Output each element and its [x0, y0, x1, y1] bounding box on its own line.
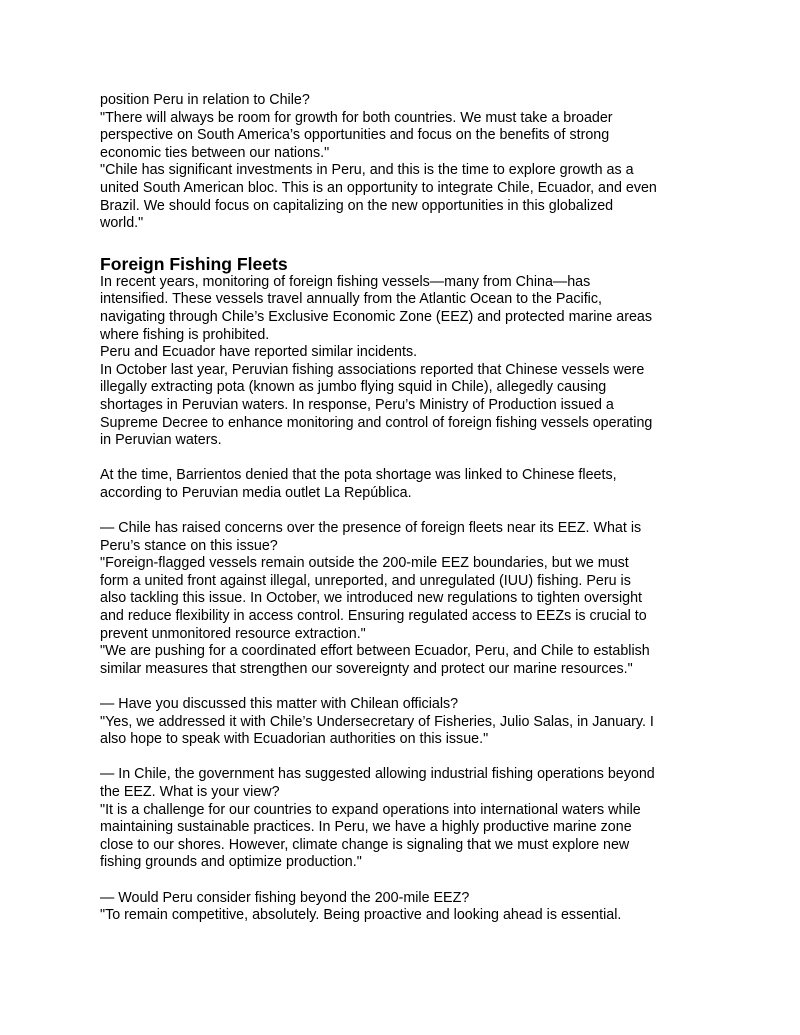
text-line: navigating through Chile’s Exclusive Economic Zone (EEZ) and protected marine areas [100, 308, 653, 325]
text-line: similar measures that strengthen our sovereignty and protect our marine resources." [100, 660, 633, 677]
text-line: according to Peruvian media outlet La República. [100, 484, 412, 501]
text-line: economic ties between our nations." [100, 144, 330, 161]
qa-beyond-eez [100, 890, 703, 925]
document-page [100, 92, 703, 925]
text-line: In October last year, Peruvian fishing associations reported that Chinese vessels were [100, 361, 645, 378]
text-line: illegally extracting pota (known as jumbo flying squid in Chile), allegedly causing [100, 379, 607, 396]
text-line: also tackling this issue. In October, we introduced new regulations to tighten oversight [100, 590, 642, 607]
text-line: — In Chile, the government has suggested allowing industrial fishing operations beyond [100, 766, 655, 783]
text-line: in Peruvian waters. [100, 432, 222, 449]
text-line: Peru’s stance on this issue? [100, 537, 278, 554]
text-line: shortages in Peruvian waters. In response, Peru’s Ministry of Production issued a [100, 396, 614, 413]
text-line: "To remain competitive, absolutely. Being proactive and looking ahead is essential. [100, 907, 622, 924]
text-line: — Have you discussed this matter with Chilean officials? [100, 696, 459, 712]
text-line: position Peru in relation to Chile? [100, 92, 310, 108]
text-line: world." [100, 215, 144, 232]
text-line: prevent unmonitored resource extraction." [100, 625, 366, 642]
text-line: united South American bloc. This is an opportunity to integrate Chile, Ecuador, and even [100, 179, 657, 196]
qa-foreign-fleets [100, 520, 703, 678]
paragraph-gap [100, 450, 703, 468]
text-line: fishing grounds and optimize production." [100, 854, 362, 871]
text-line: "Foreign-flagged vessels remain outside the 200-mile EEZ boundaries, but we must [100, 555, 629, 572]
text-line: also hope to speak with Ecuadorian authorities on this issue." [100, 731, 489, 748]
qa-industrial-fishing [100, 766, 703, 872]
section-heading: Foreign Fishing Fleets [100, 253, 288, 274]
text-line: "Chile has significant investments in Peru, and this is the time to explore growth as a [100, 162, 634, 179]
paragraph-gap [100, 749, 703, 767]
text-line: close to our shores. However, climate change is signaling that we must explore new [100, 836, 630, 853]
text-line: — Would Peru consider fishing beyond the 200-mile EEZ? [100, 889, 470, 906]
text-line: Peru and Ecuador have reported similar incidents. [100, 344, 418, 361]
text-line: In recent years, monitoring of foreign fishing vessels—many from China—has [100, 273, 591, 290]
paragraph-gap [100, 872, 703, 890]
paragraph-fleet-monitoring [100, 274, 703, 450]
text-line: form a united front against illegal, unreported, and unregulated (IUU) fishing. Peru is [100, 572, 631, 589]
text-line: "There will always be room for growth for both countries. We must take a broader [100, 109, 613, 126]
text-line: the EEZ. What is your view? [100, 783, 280, 800]
text-line: "Yes, we addressed it with Chile’s Undersecretary of Fisheries, Julio Salas, in January. I [100, 713, 654, 730]
paragraph-gap [100, 678, 703, 696]
text-line: "We are pushing for a coordinated effort between Ecuador, Peru, and Chile to establish [100, 643, 650, 660]
text-line: and reduce flexibility in access control. Ensuring regulated access to EEZs is crucial to [100, 608, 647, 625]
text-line: Supreme Decree to enhance monitoring and control of foreign fishing vessels operating [100, 414, 653, 431]
text-line: At the time, Barrientos denied that the pota shortage was linked to Chinese fleets, [100, 467, 617, 484]
text-line: where fishing is prohibited. [100, 326, 270, 343]
intro-paragraph [100, 92, 703, 233]
text-line: perspective on South America’s opportunities and focus on the benefits of strong [100, 127, 610, 144]
paragraph-gap [100, 502, 703, 520]
text-line: Brazil. We should focus on capitalizing on the new opportunities in this globalized [100, 197, 614, 214]
text-line: intensified. These vessels travel annually from the Atlantic Ocean to the Pacific, [100, 291, 602, 308]
text-line: — Chile has raised concerns over the presence of foreign fleets near its EEZ. What is [100, 520, 642, 537]
text-line: maintaining sustainable practices. In Peru, we have a highly productive marine zone [100, 819, 632, 836]
text-line: "It is a challenge for our countries to expand operations into international waters while [100, 801, 641, 818]
qa-chilean-officials [100, 696, 703, 749]
paragraph-barrientos [100, 467, 703, 502]
